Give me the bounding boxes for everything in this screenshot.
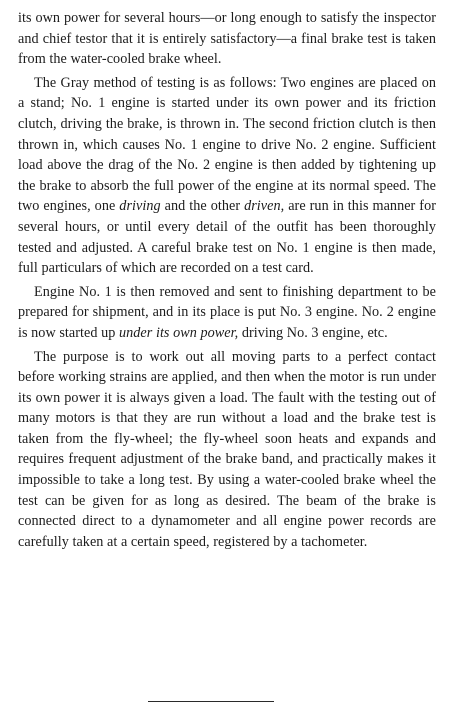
italic-text-own-power: under its own power, — [119, 324, 239, 341]
paragraph-text-segment: are run in this manner for several hours, or until every detail of the outfit has been thoroughly tested and adjusted. A careful brake test on No. 1 engine is then made, full particulars of which are recorded on a test card. — [18, 198, 437, 277]
paragraph-text-segment: driving No. 3 engine, etc. — [238, 324, 388, 341]
italic-text-driven: driven, — [244, 198, 285, 215]
paragraph-gray-method — [18, 73, 436, 279]
paragraph-text-segment: The Gray method of testing is as follows: Two engines are placed on a stand; No. 1 engine is started under its own power and its friction clutch, driving the brake, is thrown in. The second friction clutch is then thrown in, which causes No. 1 engine to drive No. 2 engine. Sufficient load above the drag of the No. 2 engine is then added by tightening up the brake to absorb the full power of the engine at its normal speed. The two engines, one — [18, 74, 436, 215]
paragraph-engine-removal — [18, 282, 436, 344]
paragraph-continuation: its own power for several hours—or long enough to satisfy the inspector and chief testor that it is entirely satisfactory—a final brake test is taken from the water-cooled brake wheel. — [18, 10, 436, 68]
paragraph-text-segment: and the other — [160, 198, 245, 215]
section-divider-rule — [148, 701, 274, 702]
paragraph-purpose: The purpose is to work out all moving parts to a perfect contact before working strains are applied, and then when the motor is run under its own power it is always given a load. The fault with the testing out of many motors is that they are run without a load and the brake test is taken from the fly-wheel; the fly-wheel soon heats and expands and requires frequent adjustment of the brake band, and practically makes it impossible to take a long test. By using a water-cooled brake wheel the test can be given for as long as desired. The beam of the brake is connected direct to a dynamometer and all engine power records are carefully taken at a certain speed, registered by a tachometer. — [18, 348, 436, 550]
body-text — [18, 0, 436, 552]
italic-text-driving: driving — [119, 198, 161, 215]
paragraph-text-segment: Engine No. 1 is then removed and sent to finishing department to be prepared for shipment, and in its place is put No. 3 engine. No. 2 engine is now started up — [18, 283, 436, 341]
